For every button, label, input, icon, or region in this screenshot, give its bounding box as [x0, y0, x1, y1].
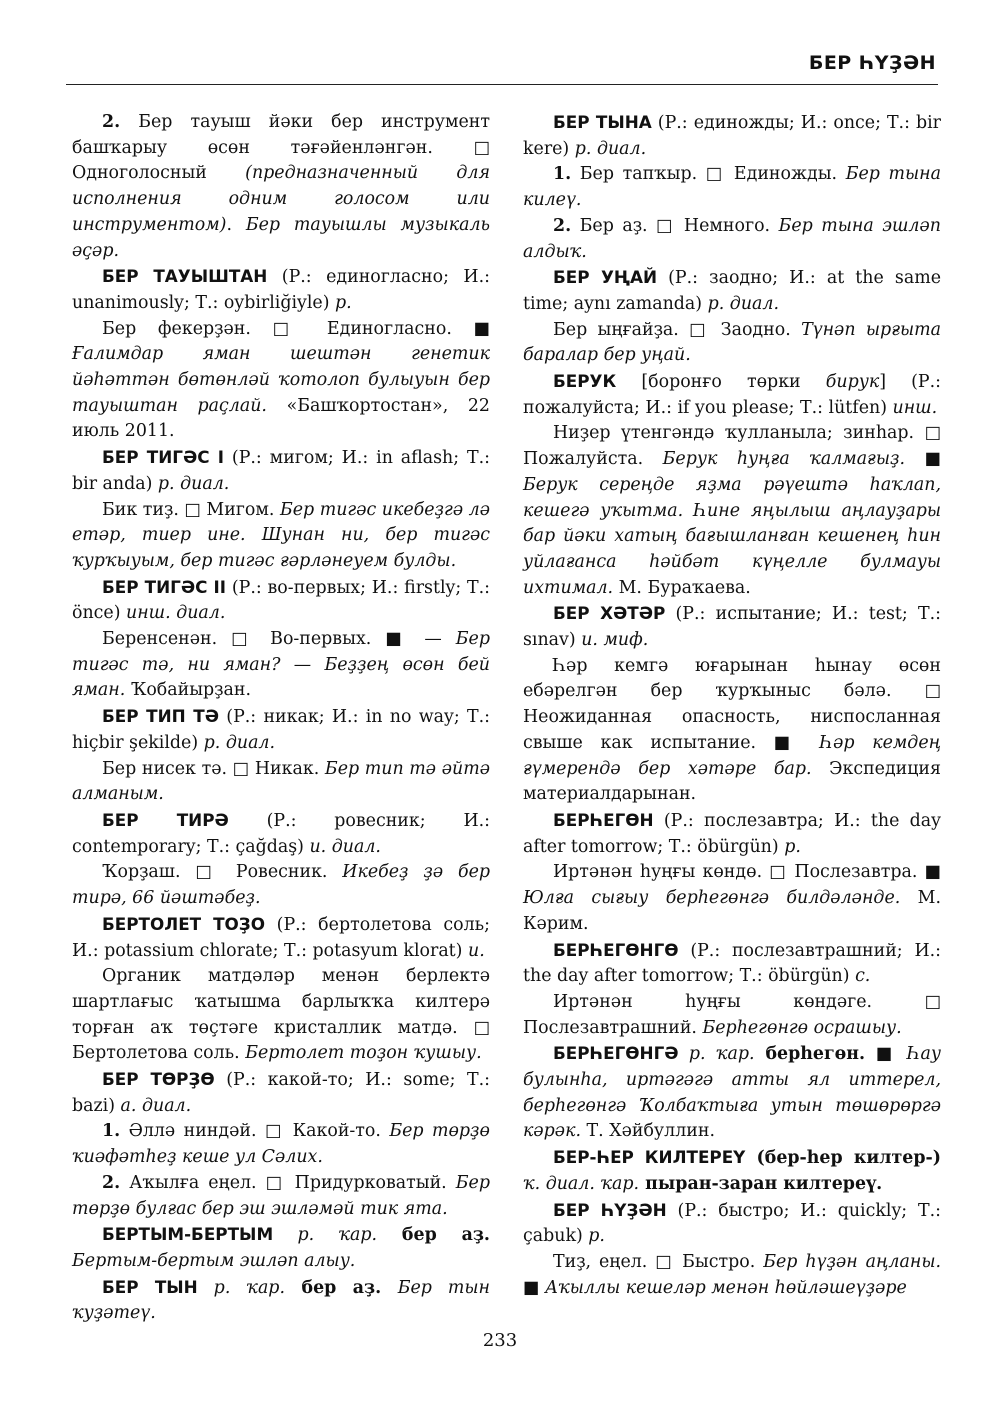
headword: БЕРТОЛЕТ ТОҘО	[102, 913, 265, 934]
square-marker: □	[264, 1121, 285, 1142]
equivalents-text: (Р.: быстро; И.: quickly; Т.: çabuk)	[523, 1200, 941, 1247]
source-text: Т. Хәйбуллин.	[581, 1121, 715, 1142]
cross-reference: бер аҙ.	[284, 1277, 398, 1298]
definition-text: Бер нисек тә.	[102, 758, 233, 779]
headword: БЕРҺЕГӨНГӘ	[553, 1043, 679, 1064]
equivalents-text: (Р.: какой-то; И.: some; Т.: bazi)	[72, 1070, 490, 1116]
example-text: Бертолет тоҙон ҡушыу.	[245, 1043, 482, 1064]
headword: БЕР ТИП ТӘ	[102, 706, 219, 727]
example-text: Икебеҙ ҙә бер тирә, 66 йәштәбеҙ.	[72, 862, 491, 909]
translation-text: Послезавтра.	[787, 862, 925, 883]
bullet-marker: ■	[924, 862, 942, 883]
sense-entry	[523, 860, 941, 937]
headword-entry	[523, 265, 941, 317]
example-text: Бер тигәс икебеҙгә лә етәр, тиер ине. Шунан ни, бер тигәс ҡурҡыуым, бер тигәс ғәрләнеуем булды.	[72, 499, 491, 571]
definition-text: Органик матдәләр менән берлектә шартлағыс ҡатышма барлыҡҡа килтерә торған аҡ төҫтәге кристаллик матдә.	[72, 966, 490, 1038]
headword: БЕР-ҺЕР КИЛТЕРЕҮ	[553, 1147, 746, 1168]
grammar-label: р. ҡар.	[273, 1225, 378, 1246]
example-text: Ғалимдар яман шештән генетик йәһәттән бөтөнләй ҡотолоп булыуын бер тауыштан раҫлай.	[72, 344, 490, 416]
headword: БЕРУК	[553, 371, 617, 392]
grammar-label: с.	[855, 966, 871, 987]
example-text: Һау булынһа, иртәгәгә атты ял иттерел, берһегөнгә Ҡолбаҡтыға утын төшөрөргә кәрәк.	[523, 1044, 941, 1142]
sense-entry	[72, 860, 490, 911]
definition-text: Һәр кемгә юғарынан һынау өсөн ебәрелгән бер ҡурҡыныс бәлә.	[523, 655, 941, 702]
bullet-marker: ■	[523, 1277, 540, 1298]
translation-note: (предназначенный для исполнения одним голосом или инструментом)	[72, 163, 490, 235]
header-rule	[66, 84, 938, 85]
translation-text: Единогласно.	[305, 318, 474, 339]
punctuation: .	[226, 214, 246, 235]
source-text: М. Бураҡаева.	[613, 577, 751, 598]
headword: БЕР ТИГӘС I	[102, 447, 224, 468]
square-marker: □	[272, 318, 306, 339]
headword: БЕРТЫМ-БЕРТЫМ	[102, 1224, 274, 1245]
square-marker: □	[705, 164, 726, 185]
sense-entry	[72, 317, 490, 446]
source-text: Экспедиция материалдарынан.	[523, 758, 941, 805]
equivalents-text: ] (Р.: пожалуйста; И.: if you please; Т.: lütfen)	[523, 372, 942, 418]
definition-text: Аҡылға еңел.	[120, 1172, 266, 1193]
equivalents-text: (Р.: во-первых; И.: firstly; Т.: önce)	[72, 577, 490, 624]
example-text: Берһегөнгө осрашыу.	[702, 1017, 902, 1038]
definition-text: Бер аҙ.	[571, 215, 657, 236]
bullet-marker: ■	[924, 449, 941, 470]
sense-entry	[523, 421, 941, 601]
example-text: Түнәп ырғыта баралар бер уңай.	[523, 319, 941, 366]
square-marker: □	[195, 862, 222, 883]
translation-text: Во-первых.	[256, 629, 386, 650]
example-text: Бер һүҙән аңланы.	[763, 1251, 942, 1272]
sense-number: 2.	[102, 1172, 121, 1193]
source-text: М. Кәрим.	[523, 888, 941, 934]
example-text: Бер тигәс тә, ни яман? — Беҙҙең өсөн бей яман.	[72, 629, 490, 701]
translation-text: Ровесник.	[221, 862, 343, 883]
definition-text: Иртәнән һуңғы көндәге.	[553, 991, 925, 1012]
space	[905, 449, 925, 469]
headword: БЕР ТЫНА	[553, 112, 652, 132]
sense-entry	[523, 654, 941, 808]
square-marker: □	[924, 423, 941, 444]
sense-entry	[72, 627, 490, 704]
headword-entry	[523, 110, 941, 162]
translation-text: Послезавтрашний.	[523, 1017, 703, 1038]
example-text: Бер тына эшләп алдыҡ.	[523, 215, 941, 262]
headword: БЕР ТИРӘ	[102, 809, 229, 830]
sense-entry	[72, 1119, 490, 1170]
grammar-label: и. диал.	[309, 836, 381, 857]
square-marker: □	[924, 681, 941, 702]
grammar-label: р.	[335, 292, 352, 313]
example-text: Һәр кемдең ғүмерендә бер хәтәре бар.	[523, 732, 942, 779]
headword-entry	[72, 445, 490, 497]
headword-entry	[72, 912, 490, 964]
sense-entry	[523, 214, 941, 265]
grammar-label: р. ҡар.	[678, 1044, 755, 1065]
square-marker: □	[184, 499, 201, 520]
example-text: Бертым-бертым эшләп алыу.	[72, 1250, 356, 1271]
grammar-label: р. диал.	[157, 473, 230, 494]
equivalents-text: (Р.: единогласно; И.: unanimously; Т.: oybirliğiyle)	[72, 267, 490, 313]
cross-reference: пыран-заран килтереү.	[639, 1173, 883, 1194]
definition-text: Иртәнән һуңғы көндө.	[553, 862, 770, 883]
sense-number: 1.	[102, 1121, 121, 1142]
example-text: Бер тип тә әйтә алманым.	[72, 758, 491, 805]
grammar-label: р.	[588, 1226, 605, 1247]
headword-entry	[72, 704, 490, 756]
headword-entry	[523, 938, 941, 990]
headword: БЕР ТАУЫШТАН	[102, 266, 268, 287]
headword-entry	[72, 575, 490, 627]
example-text: Бер төрҙө булғас бер эш эшләмәй тик ята.	[72, 1172, 490, 1219]
definition-text: Бер тауыш йәки бер инструмент башҡарыу өсөн тәғәйенләнгән.	[72, 112, 490, 158]
headword-entry	[523, 1198, 941, 1250]
sense-number: 2.	[553, 215, 572, 236]
headword: БЕР ТИГӘС II	[102, 576, 227, 597]
headword: БЕР ҺҮҘӘН	[553, 1199, 667, 1220]
sense-number: 1.	[553, 164, 572, 185]
definition-text: Бер ыңғайҙа.	[553, 319, 690, 340]
page-number: 233	[482, 1330, 518, 1351]
headword: БЕРҺЕГӨН	[553, 809, 654, 830]
sense-number: 2.	[102, 112, 121, 132]
grammar-label: ҡ. диал. ҡар.	[523, 1173, 640, 1194]
square-marker: □	[924, 991, 941, 1012]
grammar-label: р. диал.	[574, 138, 647, 159]
example-text: Бер тауышлы музыкаль әҫәр.	[72, 214, 491, 261]
translation-text: Мигом.	[200, 499, 280, 520]
etymon: бирук	[825, 372, 880, 393]
square-marker: □	[656, 215, 676, 236]
cross-reference: бер аҙ.	[377, 1225, 490, 1246]
definition-text: Бер тапҡыр.	[571, 164, 706, 185]
translation-text: Пожалуйста.	[523, 449, 663, 470]
headword: БЕРҺЕГӨНГӨ	[553, 939, 679, 960]
headword-entry	[72, 1275, 490, 1327]
translation-text: Немного.	[675, 215, 779, 236]
sense-entry	[523, 318, 941, 369]
example-text: Бер тын ҡуҙәтеү.	[72, 1277, 490, 1324]
definition-text: Тиҙ, еңел.	[553, 1251, 656, 1272]
grammar-label: р. диал.	[707, 293, 779, 314]
grammar-label: а. диал.	[120, 1095, 192, 1116]
headword-variant: (бер-һер килтер-)	[745, 1148, 941, 1169]
example-text: Аҡыллы кешеләр менән һөйләшеүҙәре	[544, 1277, 907, 1298]
definition-text: Ҡорҙаш.	[102, 862, 196, 883]
sense-entry	[523, 990, 941, 1041]
sense-entry	[72, 498, 490, 575]
bullet-marker: ■	[875, 1044, 898, 1065]
example-text: Бер төрҙө ҡиәфәтһеҙ кеше ул Сәлих.	[72, 1121, 491, 1168]
equivalents-text: (Р.: послезавтра; И.: the day after tomorrow; Т.: öbürgün)	[523, 810, 941, 857]
bullet-marker: ■	[773, 732, 803, 753]
headword-entry	[523, 1145, 941, 1197]
bullet-marker: ■	[385, 629, 411, 650]
translation-text: Никак.	[249, 758, 325, 779]
headword-entry	[72, 1067, 490, 1119]
cross-reference: берһегөн.	[754, 1044, 876, 1065]
grammar-label: р.	[784, 836, 801, 857]
definition-text: Бик тиҙ.	[102, 499, 185, 520]
equivalents-text: (Р.: ровесник; И.: contemporary; Т.: çağdaş)	[72, 810, 490, 857]
square-marker: □	[655, 1251, 675, 1272]
translation-text: Неожиданная опасность, ниспосланная свыше как испытание.	[523, 707, 941, 753]
definition-text: Бер фекерҙән.	[102, 318, 273, 339]
square-marker: □	[689, 319, 711, 340]
example-text: Юлға сығыу берһегөнгә билдәләнде.	[523, 888, 901, 909]
sense-entry	[72, 757, 490, 808]
example-text: Берук һуңға ҡалмағыҙ.	[662, 449, 906, 470]
headword-entry	[523, 369, 941, 421]
grammar-label: р. диал.	[203, 732, 276, 753]
translation-text: Бертолетова соль.	[72, 1043, 246, 1064]
grammar-label: р. ҡар.	[197, 1277, 285, 1298]
source-text: Ҡобайырҙан.	[125, 680, 252, 701]
square-marker: □	[473, 1017, 490, 1038]
running-head: БЕР ҺҮҘӘН	[808, 52, 936, 74]
headword-entry	[523, 1041, 941, 1145]
sense-entry	[523, 1250, 941, 1301]
equivalents-text: (Р.: бертолетова соль; И.: potassium chlorate; Т.: potasyum klorat)	[72, 914, 491, 961]
equivalents-text: (Р.: послезавтрашний; И.: the day after tomorrow; Т.: öbürgün)	[523, 940, 941, 987]
equivalents-text: (Р.: мигом; И.: in aflash; Т.: bir anda)	[72, 448, 491, 494]
grammar-label: инш. диал.	[126, 603, 226, 624]
translation-text: Какой-то.	[284, 1121, 390, 1142]
translation-text: Придурковатый.	[285, 1172, 456, 1193]
sense-entry	[523, 162, 941, 213]
headword-entry	[72, 264, 490, 316]
sense-entry	[72, 964, 490, 1067]
example-text: Бер тына килеү.	[523, 164, 941, 211]
headword-entry	[72, 808, 490, 860]
headword: БЕР ХӘТӘР	[553, 603, 666, 624]
square-marker: □	[231, 629, 257, 650]
translation-text: Одноголосный	[72, 163, 246, 184]
headword: БЕР ТӨРҘӨ	[102, 1069, 215, 1090]
definition-text: Ниҙер үтенгәндә ҡулланыла; зинһар.	[553, 423, 925, 444]
translation-text: Быстро.	[674, 1251, 764, 1272]
square-marker: □	[232, 758, 250, 779]
square-marker: □	[769, 862, 788, 883]
example-text: Берук сереңде яҙма рәүештә һаҡлап, кешегә уҡытма. Һине яңылыш аңлауҙары бар йәки хатың бағышланған кешенең һин уйлағанса һәйбәт күңелле булмауы ихтимал.	[523, 474, 941, 598]
equivalents-text: (Р.: заодно; И.: at the same time; aynı zamanda)	[523, 268, 941, 314]
equivalents-text: (Р.: единожды; И.: once; Т.: bir kere)	[523, 113, 941, 159]
headword: БЕР УҢАЙ	[553, 267, 657, 288]
sense-entry	[72, 110, 490, 264]
grammar-label: и. миф.	[581, 630, 649, 651]
definition-text: Беренсенән.	[102, 629, 232, 650]
headword-entry	[72, 1222, 490, 1274]
equivalents-text: (Р.: испытание; И.: test; Т.: sınav)	[523, 604, 941, 651]
square-marker: □	[265, 1172, 286, 1193]
headword: БЕР ТЫН	[102, 1276, 198, 1297]
headword-entry	[523, 601, 941, 653]
grammar-label: инш.	[892, 397, 938, 418]
source-text: «Башҡортостан», 22 июль 2011.	[72, 395, 490, 442]
translation-text: Единожды.	[725, 164, 846, 185]
definition-text: Әллә ниндәй.	[120, 1121, 265, 1142]
square-marker: □	[473, 137, 490, 158]
bullet-marker: ■	[473, 318, 491, 339]
translation-text: Заодно.	[710, 319, 802, 340]
sense-entry	[72, 1171, 490, 1222]
right-column	[523, 110, 941, 1301]
headword-entry	[523, 808, 941, 860]
etymology-text: [боронғо төрки	[616, 372, 826, 393]
equivalents-text: (Р.: никак; И.: in no way; Т.: hiçbir şekilde)	[72, 707, 490, 753]
grammar-label: и.	[468, 940, 485, 961]
dash: —	[410, 629, 456, 650]
left-column	[72, 110, 490, 1327]
